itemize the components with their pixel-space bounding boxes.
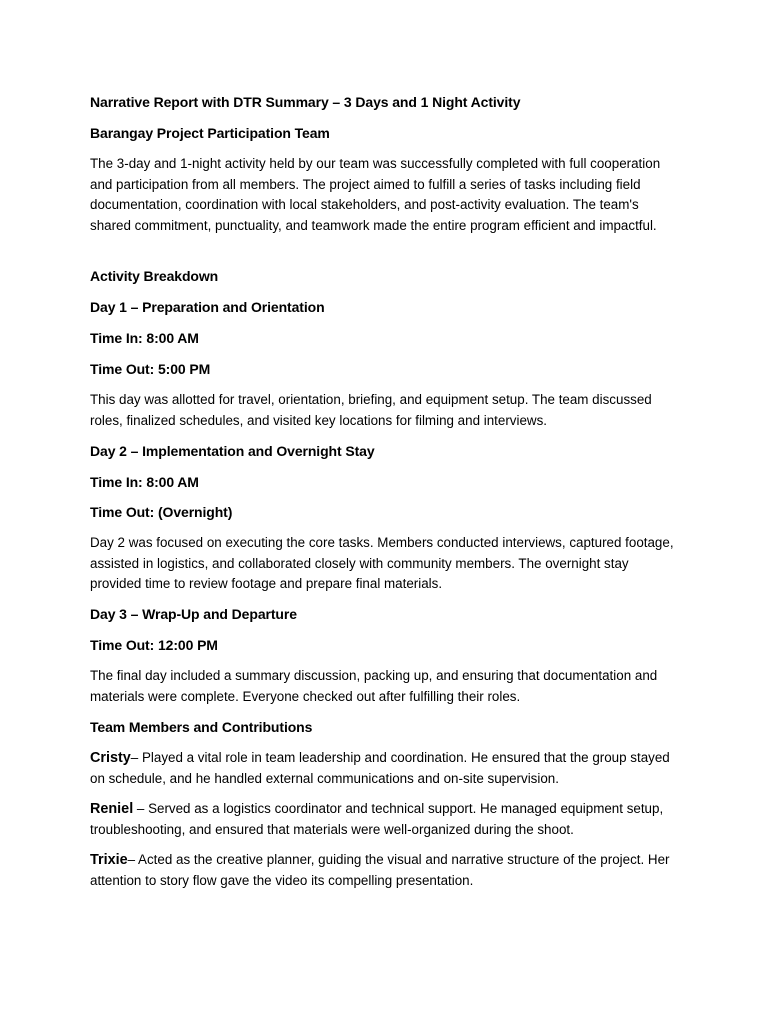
intro-paragraph: The 3-day and 1-night activity held by our team was successfully completed with full cooperation and participation from all members. The project aimed to fulfill a series of tasks including field documentation, coordination with local stakeholders, and post-activity evaluation. The team's shared commitment, punctuality, and teamwork made the entire program efficient and impactful.	[90, 156, 661, 233]
day3-heading: Day 3 – Wrap-Up and Departure	[90, 606, 297, 622]
member-item	[90, 850, 682, 891]
member-name: Cristy	[90, 750, 131, 766]
team-members-heading: Team Members and Contributions	[90, 719, 313, 735]
document-title: Narrative Report with DTR Summary – 3 Days and 1 Night Activity	[90, 94, 521, 110]
day1-time-in: Time In: 8:00 AM	[90, 330, 199, 346]
day3-time-out: Time Out: 12:00 PM	[90, 637, 218, 653]
member-contribution: – Played a vital role in team leadership and coordination. He ensured that the group stayed on schedule, and he handled external communications and on-site supervision.	[90, 750, 670, 786]
member-item	[90, 748, 682, 789]
day1-heading: Day 1 – Preparation and Orientation	[90, 299, 325, 315]
day2-time-out: Time Out: (Overnight)	[90, 504, 233, 520]
team-heading: Barangay Project Participation Team	[90, 125, 330, 141]
member-contribution: – Served as a logistics coordinator and technical support. He managed equipment setup, troubleshooting, and ensured that materials were well-organized during the shoot.	[90, 801, 664, 837]
day2-heading: Day 2 – Implementation and Overnight Stay	[90, 443, 375, 459]
member-contribution: – Acted as the creative planner, guiding the visual and narrative structure of the project. Her attention to story flow gave the video its compelling presentation.	[90, 852, 670, 888]
member-item	[90, 799, 682, 840]
day1-paragraph: This day was allotted for travel, orientation, briefing, and equipment setup. The team discussed roles, finalized schedules, and visited key locations for filming and interviews.	[90, 392, 652, 428]
day1-time-out: Time Out: 5:00 PM	[90, 361, 211, 377]
day3-paragraph: The final day included a summary discussion, packing up, and ensuring that documentation and materials were complete. Everyone checked out after fulfilling their roles.	[90, 668, 658, 704]
day2-paragraph: Day 2 was focused on executing the core tasks. Members conducted interviews, captured footage, assisted in logistics, and collaborated closely with community members. The overnight stay provided time to review footage and prepare final materials.	[90, 535, 674, 592]
activity-breakdown-heading: Activity Breakdown	[90, 268, 219, 284]
day2-time-in: Time In: 8:00 AM	[90, 474, 199, 490]
member-name: Trixie	[90, 852, 128, 868]
member-name: Reniel	[90, 801, 134, 817]
